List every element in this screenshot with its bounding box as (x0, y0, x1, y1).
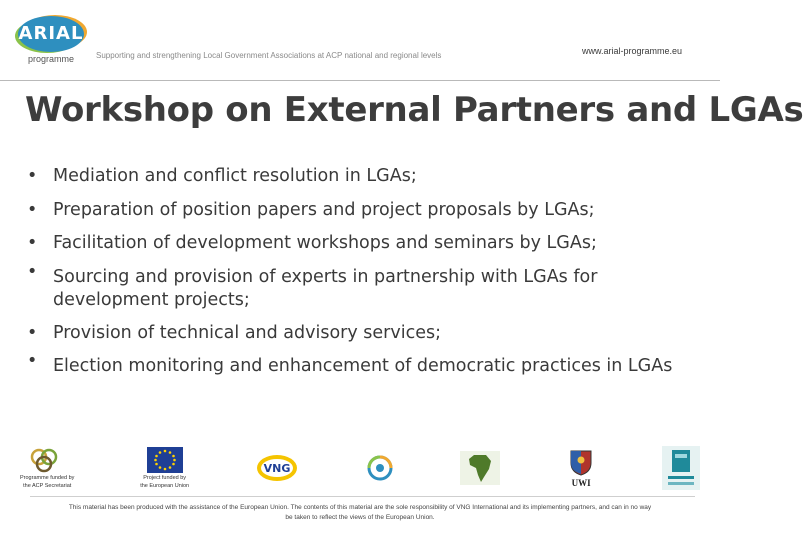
uwi-crest-icon (566, 448, 596, 476)
africa-map-icon (460, 451, 500, 485)
vng-logo (255, 453, 299, 483)
teal-logo (662, 446, 700, 490)
circular-emblem-icon (365, 453, 395, 483)
slide-title: Workshop on External Partners and LGAs (25, 90, 803, 130)
bullet-item: • Preparation of position papers and project proposals by LGAs; (25, 194, 705, 228)
disclaimer-line1: This material has been produced with the assistance of the European Union. The contents of this material are the sole responsibility of VNG International and its implementing partners, and can in no way (68, 504, 652, 511)
bullet-item: • Election monitoring and enhancement of democratic practices in LGAs (25, 350, 705, 383)
website-link[interactable]: www.arial-programme.eu (581, 46, 682, 56)
bullet-item: • Provision of technical and advisory services; (25, 317, 705, 351)
header-divider (0, 80, 720, 81)
disclaimer-footer (20, 503, 700, 523)
acp-caption-line2: the ACP Secretariat (23, 483, 72, 489)
bullet-list (25, 160, 705, 383)
disclaimer-line2: be taken to reflect the views of the European Union. (285, 514, 435, 521)
eu-flag-icon (147, 447, 183, 473)
vng-emblem-icon (255, 453, 299, 483)
uwi-caption: UWI (571, 478, 591, 488)
eu-logo (140, 447, 189, 490)
arial-logo (14, 16, 90, 70)
vng-logo-text: VNG (263, 462, 291, 475)
programme-tagline: Supporting and strengthening Local Government Associations at ACP national and regional levels (96, 51, 442, 60)
africa-logo (460, 451, 500, 485)
footer-divider (30, 496, 695, 497)
arial-logo-subtext: programme (28, 54, 75, 64)
slide-header (0, 0, 720, 80)
eu-caption-line2: the European Union (140, 483, 190, 489)
acp-logo (20, 447, 74, 490)
acp-caption-line1: Programme funded by (20, 474, 75, 481)
bullet-item: • Sourcing and provision of experts in partnership with LGAs for development projects; (25, 261, 705, 317)
bullet-item: • Mediation and conflict resolution in LGAs; (25, 160, 705, 194)
ring-logo (365, 453, 395, 483)
uwi-logo (566, 448, 596, 488)
bullet-item: • Facilitation of development workshops and seminars by LGAs; (25, 227, 705, 261)
eu-caption-line1: Project funded by (143, 474, 187, 481)
arial-logo-text: ARIAL (18, 23, 84, 44)
teal-emblem-icon (662, 446, 700, 490)
acp-emblem-icon (27, 447, 67, 473)
partner-logos-strip (20, 442, 700, 494)
